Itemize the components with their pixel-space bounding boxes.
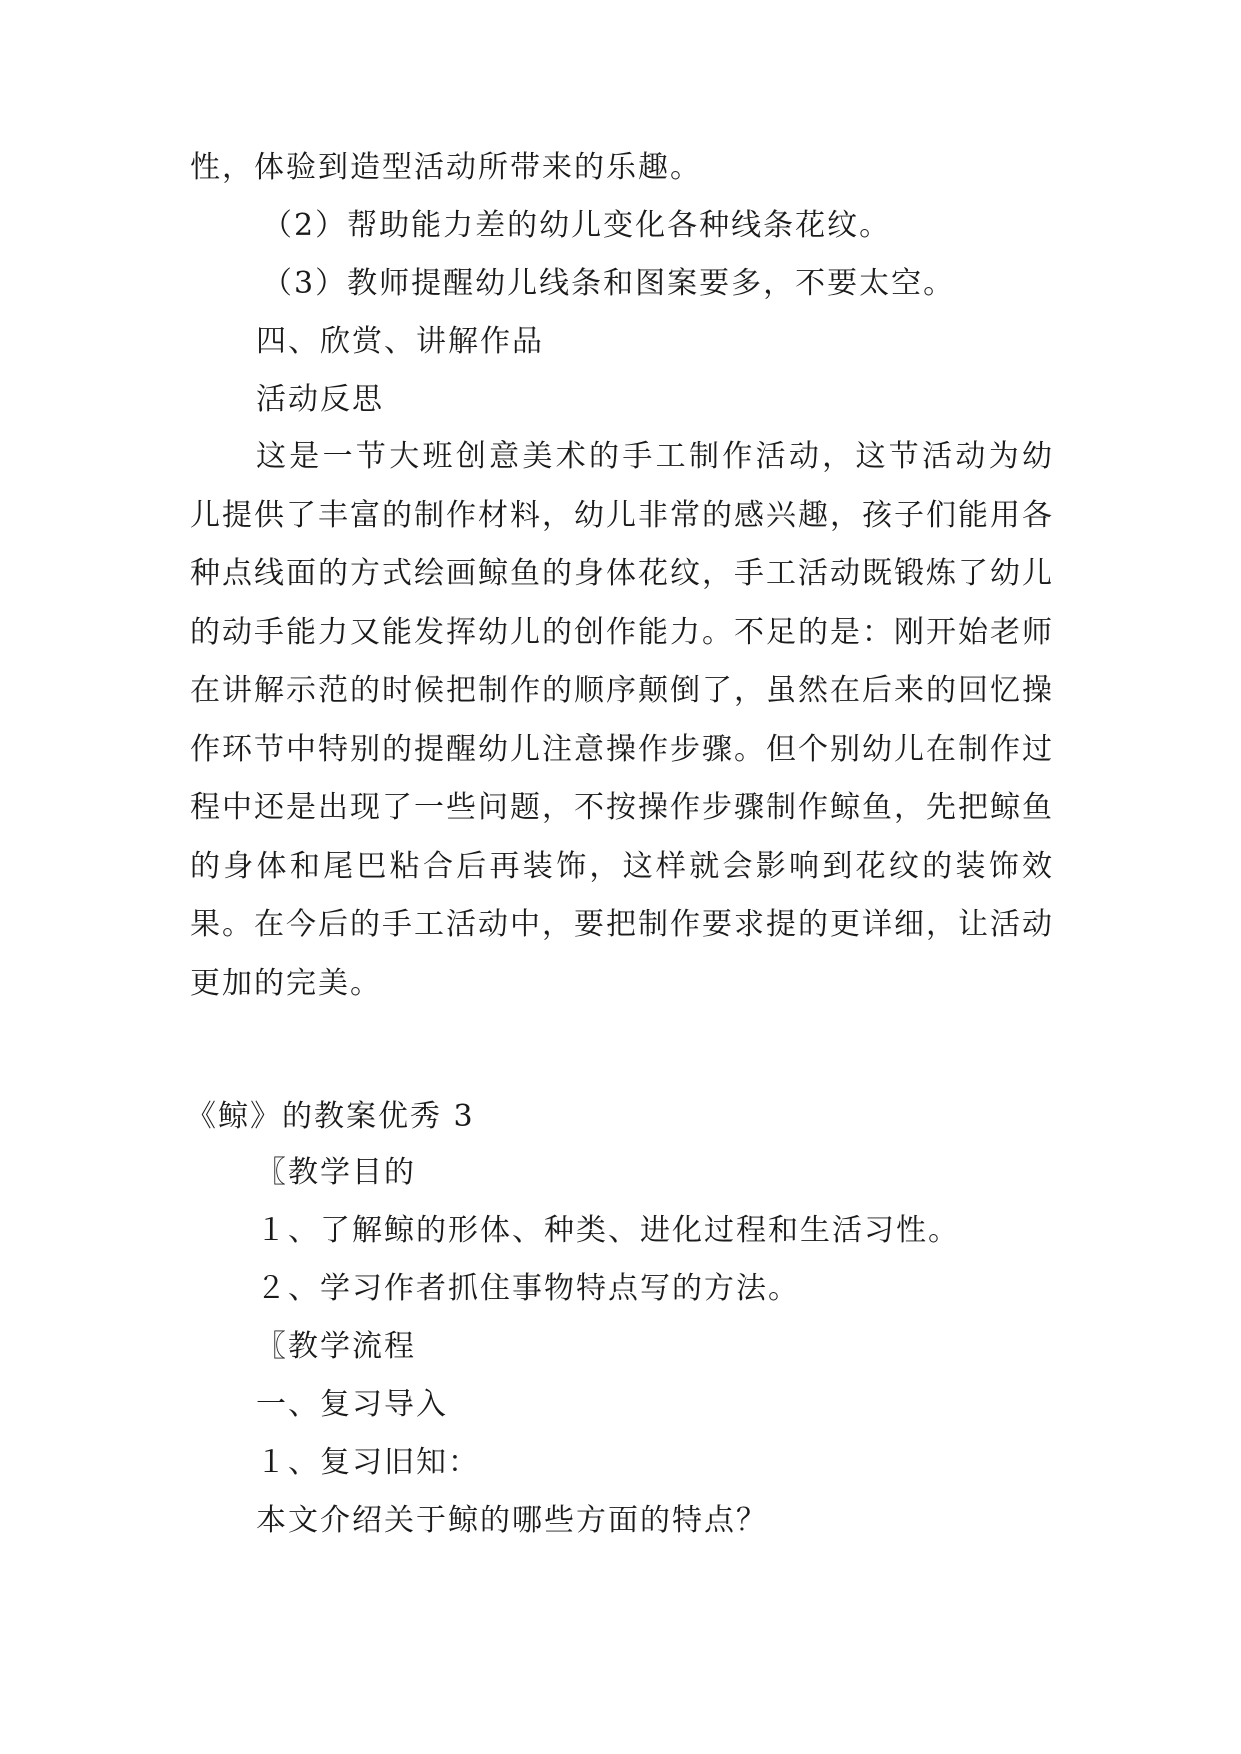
teaching-goal-1: １、了解鲸的形体、种类、进化过程和生活习性。 [256,1213,960,1248]
reflection-paragraph: 这是一节大班创意美术的手工制作活动，这节活动为幼儿提供了丰富的制作材料，幼儿非常的感兴趣，孩子们能用各种点线面的方式绘画鲸鱼的身体花纹，手工活动既锻炼了幼儿的动手能力又能发挥幼儿的创作能力。不足的是：刚开始老师在讲解示范的时候把制作的顺序颠倒了，虽然在后来的回忆操作环节中特别的提醒幼儿注意操作步骤。但个别幼儿在制作过程中还是出现了一些问题，不按操作步骤制作鲸鱼，先把鲸鱼的身体和尾巴粘合后再装饰，这样就会影响到花纹的装饰效果。在今后的手工活动中，要把制作要求提的更详细，让活动更加的完美。 [190,439,1054,1001]
section-title: 《鲸》的教案优秀 3 [186,1099,475,1134]
teaching-goal-2: ２、学习作者抓住事物特点写的方法。 [256,1271,800,1306]
teaching-process-heading: 〖教学流程 [256,1329,416,1364]
review-step-1: １、复习旧知： [256,1445,480,1480]
teaching-goal-heading: 〖教学目的 [256,1155,416,1190]
review-question: 本文介绍关于鲸的哪些方面的特点？ [256,1503,768,1538]
review-intro-heading: 一、复习导入 [256,1387,448,1422]
text-line-item-3: （3）教师提醒幼儿线条和图案要多，不要太空。 [262,266,956,301]
text-line-continuation: 性，体验到造型活动所带来的乐趣。 [190,150,702,185]
text-line-reflection-heading: 活动反思 [256,382,384,417]
text-line-step-4: 四、欣赏、讲解作品 [256,324,544,359]
text-line-item-2: （2）帮助能力差的幼儿变化各种线条花纹。 [262,208,892,243]
